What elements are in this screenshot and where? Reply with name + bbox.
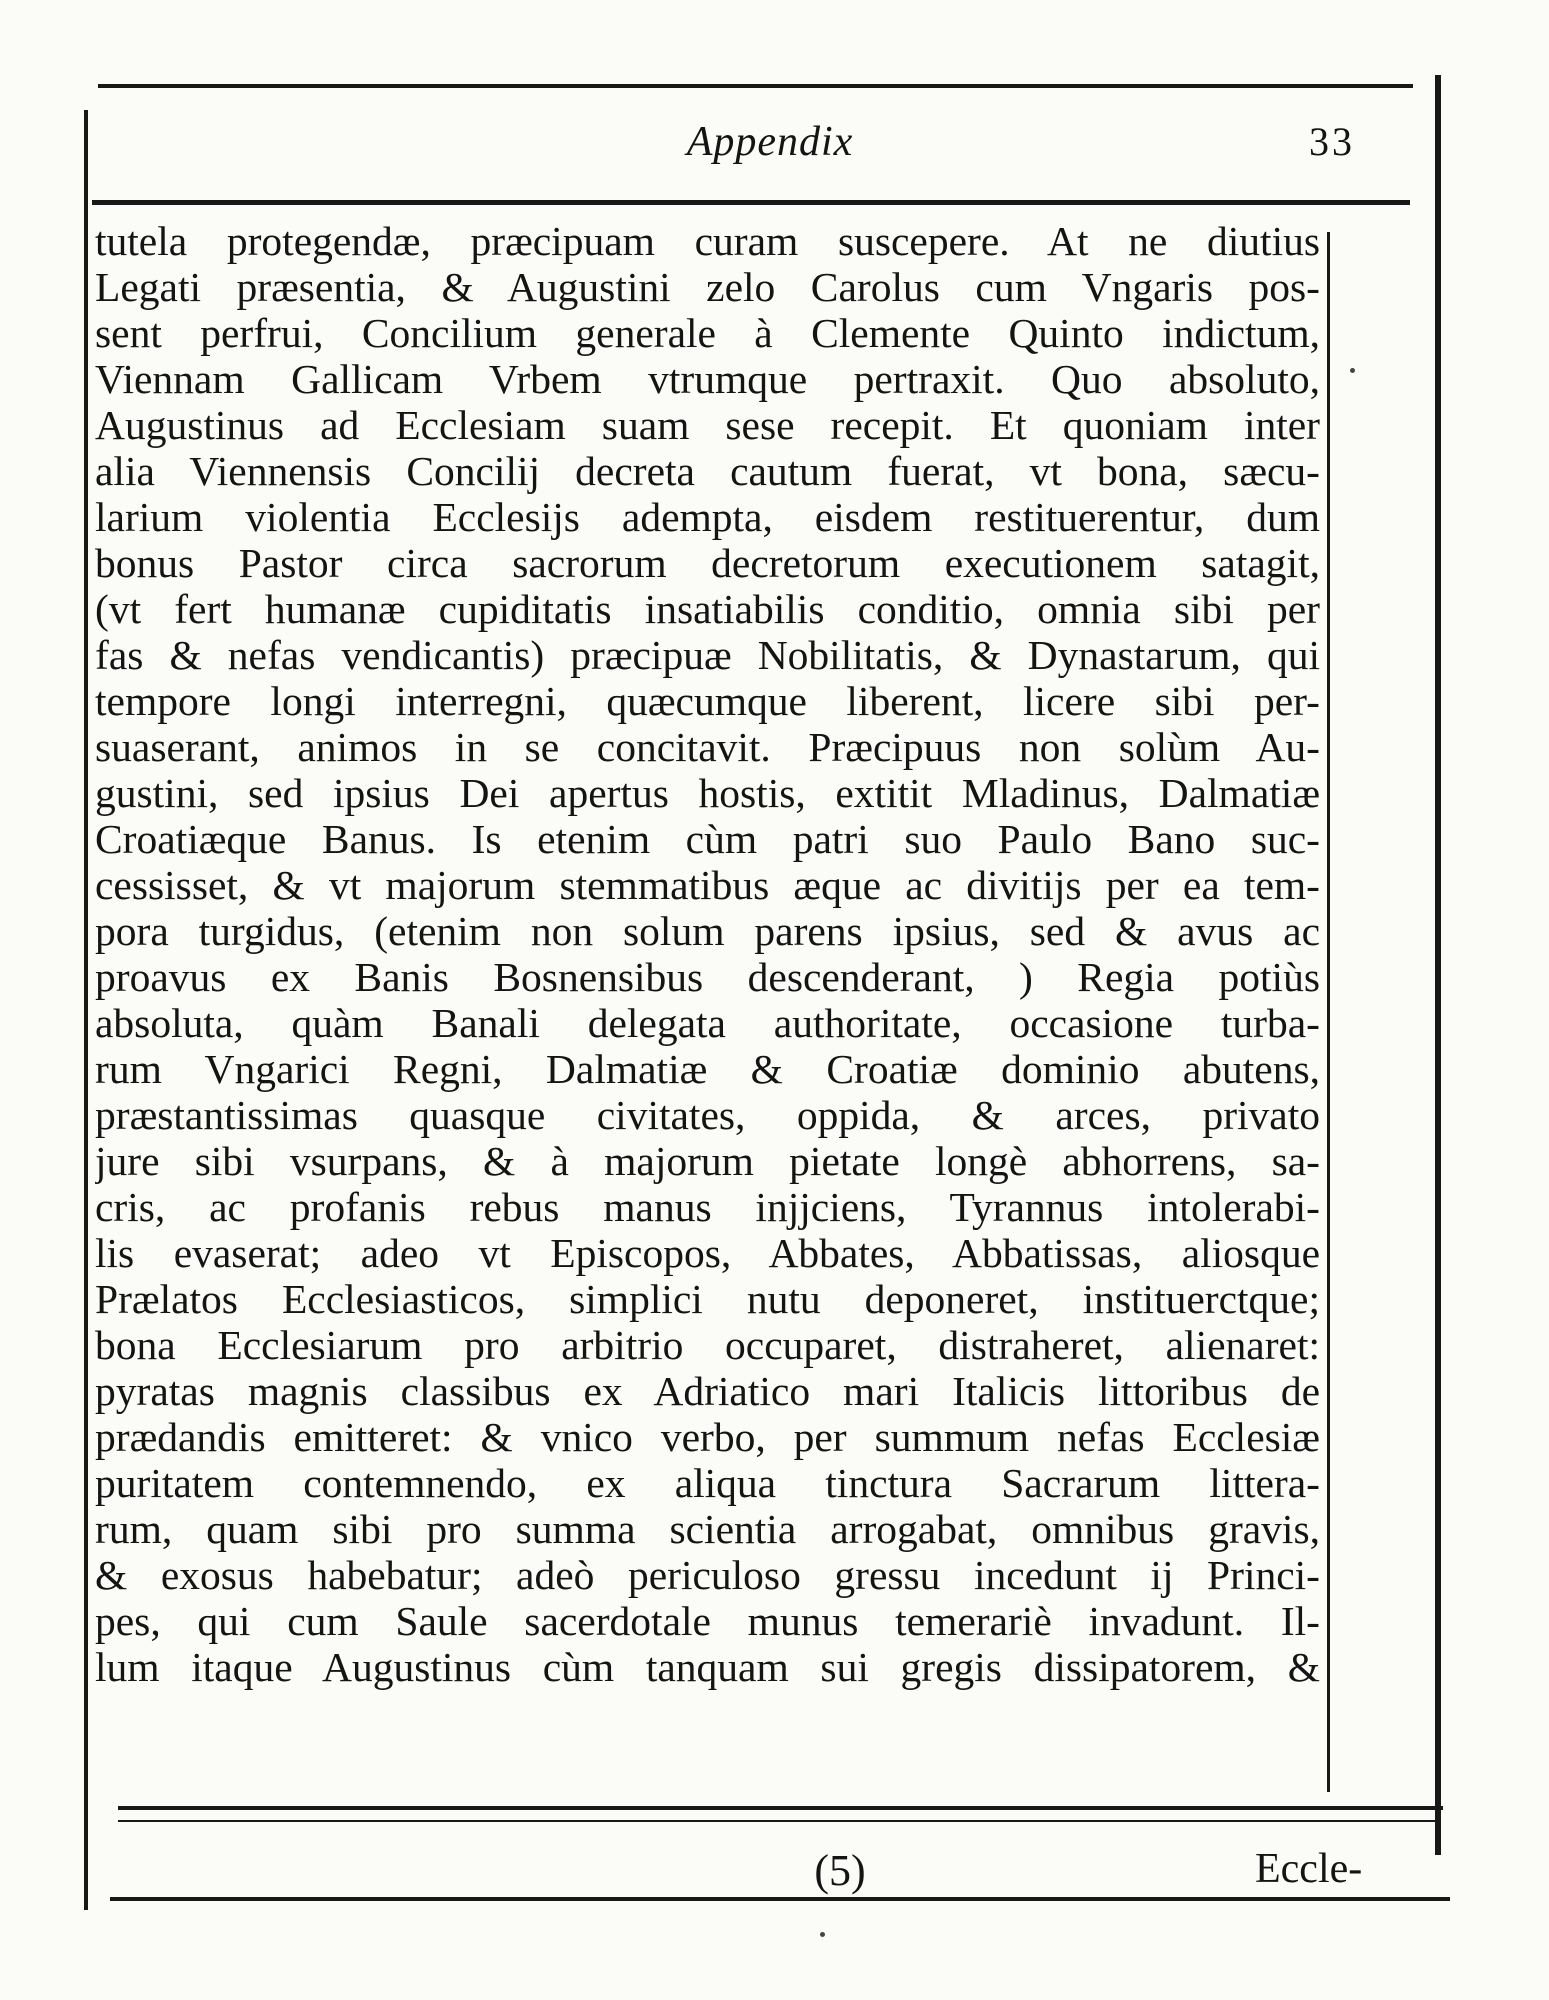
text-line: sent perfrui, Concilium generale à Clemente Quinto indictum, bbox=[95, 310, 1320, 356]
text-line: præstantissimas quasque civitates, oppida, & arces, privato bbox=[95, 1092, 1320, 1138]
footer-rule-thin bbox=[118, 1820, 1438, 1822]
text-line: Croatiæque Banus. Is etenim cùm patri suo Paulo Bano suc- bbox=[95, 816, 1320, 862]
text-line: rum Vngarici Regni, Dalmatiæ & Croatiæ dominio abutens, bbox=[95, 1046, 1320, 1092]
text-line: cessisset, & vt majorum stemmatibus æque ac divitijs per ea tem- bbox=[95, 862, 1320, 908]
body-text bbox=[95, 218, 1320, 1690]
text-line: Prælatos Ecclesiasticos, simplici nutu deponeret, instituerctque; bbox=[95, 1276, 1320, 1322]
text-line: tutela protegendæ, præcipuam curam suscepere. At ne diutius bbox=[95, 218, 1320, 264]
scan-speck bbox=[1350, 368, 1355, 373]
text-line: lum itaque Augustinus cùm tanquam sui gregis dissipatorem, & bbox=[95, 1644, 1320, 1690]
text-line: puritatem contemnendo, ex aliqua tinctura Sacrarum littera- bbox=[95, 1460, 1320, 1506]
text-line: fas & nefas vendicantis) præcipuæ Nobilitatis, & Dynastarum, qui bbox=[95, 632, 1320, 678]
right-border bbox=[1435, 75, 1441, 1855]
text-line: proavus ex Banis Bosnensibus descenderant, ) Regia potiùs bbox=[95, 954, 1320, 1000]
text-line: pyratas magnis classibus ex Adriatico mari Italicis littoribus de bbox=[95, 1368, 1320, 1414]
text-line: Augustinus ad Ecclesiam suam sese recepit. Et quoniam inter bbox=[95, 402, 1320, 448]
text-line: pes, qui cum Saule sacerdotale munus temerariè invadunt. Il- bbox=[95, 1598, 1320, 1644]
text-line: gustini, sed ipsius Dei apertus hostis, extitit Mladinus, Dalmatiæ bbox=[95, 770, 1320, 816]
page-number: 33 bbox=[1309, 119, 1355, 164]
text-line: Legati præsentia, & Augustini zelo Carolus cum Vngaris pos- bbox=[95, 264, 1320, 310]
text-line: cris, ac profanis rebus manus injjciens, Tyrannus intolerabi- bbox=[95, 1184, 1320, 1230]
top-rule bbox=[98, 84, 1413, 88]
left-border bbox=[84, 110, 88, 1910]
text-line: suaserant, animos in se concitavit. Præcipuus non solùm Au- bbox=[95, 724, 1320, 770]
text-line: & exosus habebatur; adeò periculoso gressu incedunt ij Princi- bbox=[95, 1552, 1320, 1598]
footer-rule bbox=[118, 1806, 1443, 1810]
text-line: bona Ecclesiarum pro arbitrio occuparet, distraheret, alienaret: bbox=[95, 1322, 1320, 1368]
text-line: larium violentia Ecclesijs adempta, eisdem restituerentur, dum bbox=[95, 494, 1320, 540]
text-line: Viennam Gallicam Vrbem vtrumque pertraxit. Quo absoluto, bbox=[95, 356, 1320, 402]
text-line: pora turgidus, (etenim non solum parens ipsius, sed & avus ac bbox=[95, 908, 1320, 954]
bottom-rule bbox=[110, 1897, 1450, 1901]
catchword: Eccle- bbox=[1255, 1846, 1363, 1892]
text-line: lis evaserat; adeo vt Episcopos, Abbates, Abbatissas, aliosque bbox=[95, 1230, 1320, 1276]
text-line: alia Viennensis Concilij decreta cautum fuerat, vt bona, sæcu- bbox=[95, 448, 1320, 494]
text-line: rum, quam sibi pro summa scientia arrogabat, omnibus gravis, bbox=[95, 1506, 1320, 1552]
text-line: (vt fert humanæ cupiditatis insatiabilis conditio, omnia sibi per bbox=[95, 586, 1320, 632]
text-line: tempore longi interregni, quæcumque liberent, licere sibi per- bbox=[95, 678, 1320, 724]
text-line: jure sibi vsurpans, & à majorum pietate longè abhorrens, sa- bbox=[95, 1138, 1320, 1184]
signature-mark: (5) bbox=[814, 1846, 866, 1895]
running-head: Appendix bbox=[686, 119, 854, 165]
scan-speck bbox=[820, 1932, 825, 1937]
text-line: bonus Pastor circa sacrorum decretorum executionem satagit, bbox=[95, 540, 1320, 586]
text-line: prædandis emitteret: & vnico verbo, per summum nefas Ecclesiæ bbox=[95, 1414, 1320, 1460]
text-line: absoluta, quàm Banali delegata authoritate, occasione turba- bbox=[95, 1000, 1320, 1046]
text-right-border bbox=[1327, 232, 1330, 1792]
header-rule bbox=[92, 200, 1410, 205]
